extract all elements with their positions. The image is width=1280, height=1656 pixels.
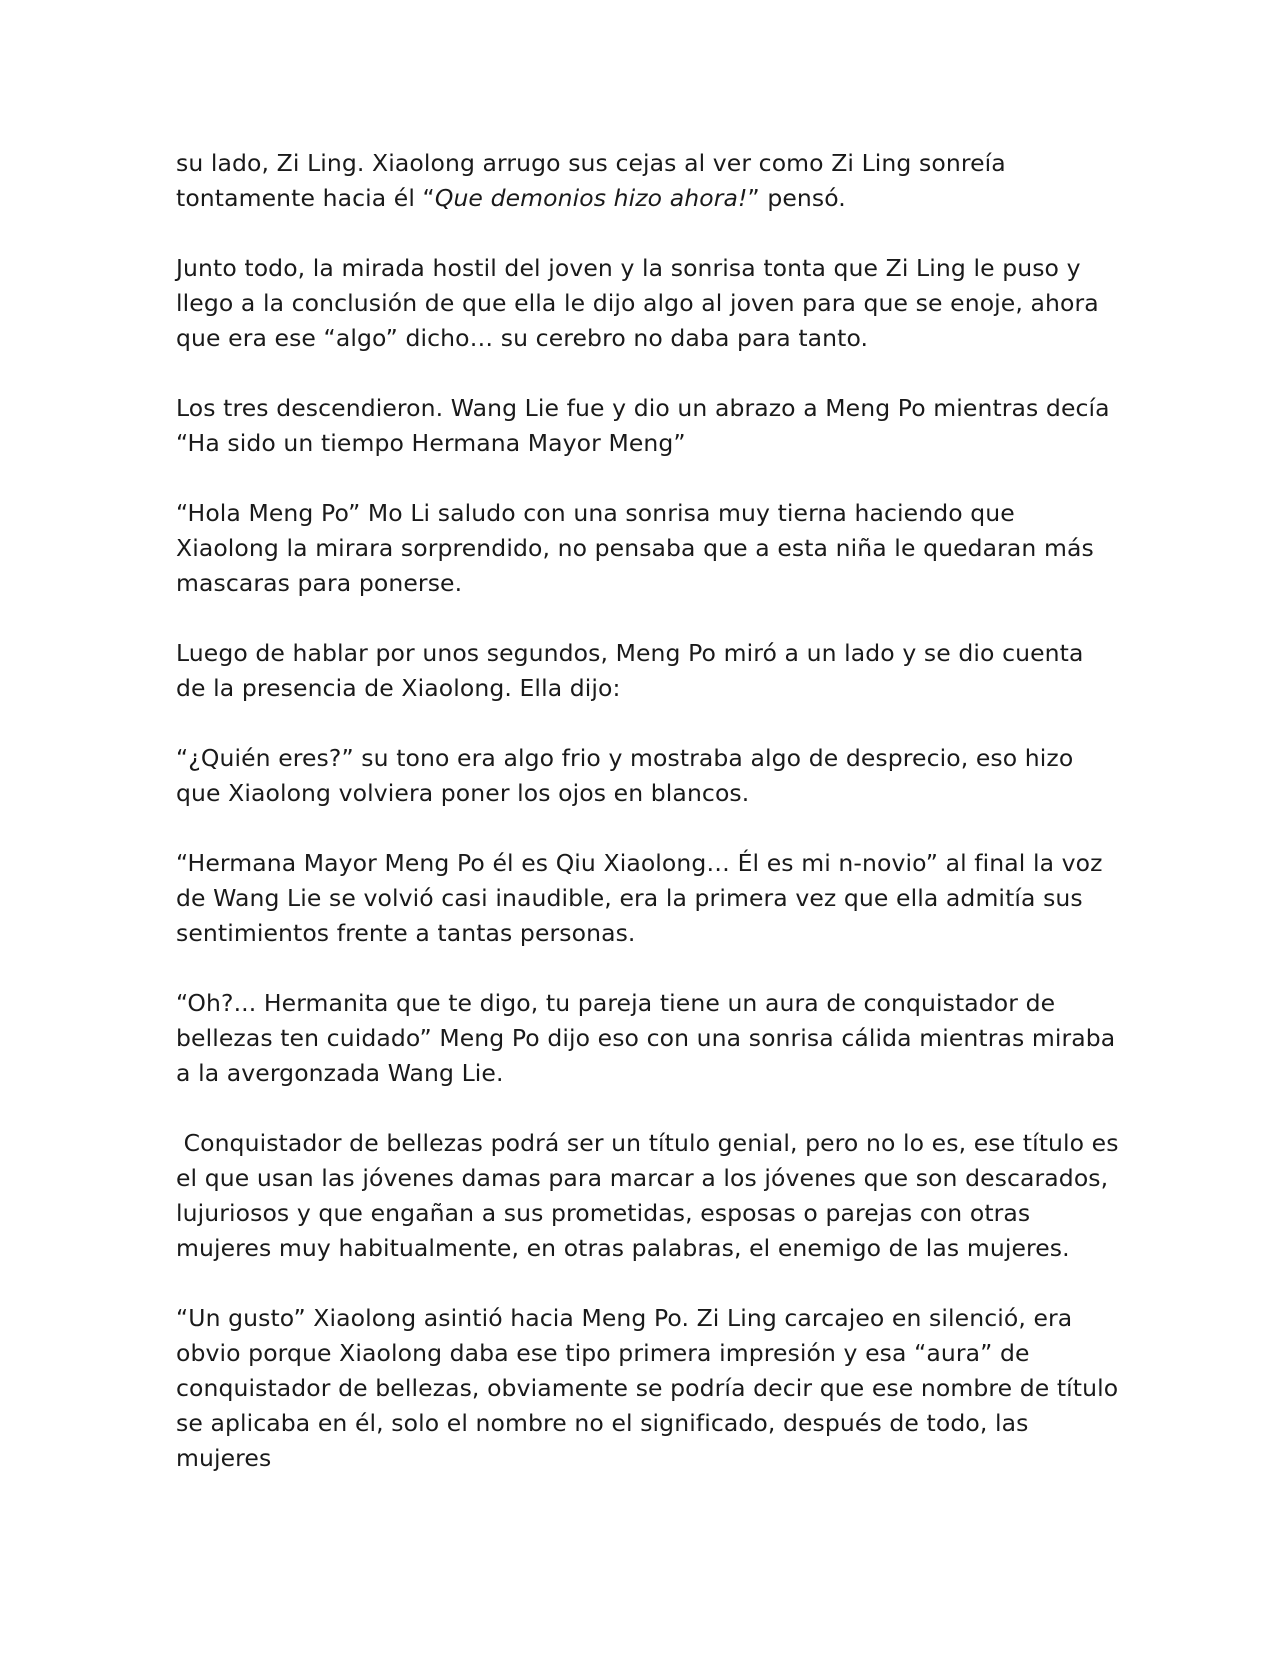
paragraph-5: Luego de hablar por unos segundos, Meng Po miró a un lado y se dio cuenta de la presencia de Xiaolong. Ella dijo: [176,639,1092,702]
page-body-text [176,146,1127,1476]
paragraph-10: “Un gusto” Xiaolong asintió hacia Meng Po. Zi Ling carcajeo en silenció, era obvio porque Xiaolong daba ese tipo primera impresión y esa “aura” de conquistador de bellezas, obviamente se podría decir que ese nombre de título se aplicaba en él, solo el nombre no el significado, después de todo, las mujeres [176,1304,1126,1472]
paragraph-9: Conquistador de bellezas podrá ser un título genial, pero no lo es, ese título es el que usan las jóvenes damas para marcar a los jóvenes que son descarados, lujuriosos y que engañan a sus prometidas, esposas o parejas con otras mujeres muy habitualmente, en otras palabras, el enemigo de las mujeres. [176,1129,1127,1262]
paragraph-6: “¿Quién eres?” su tono era algo frio y mostraba algo de desprecio, eso hizo que Xiaolong volviera poner los ojos en blancos. [176,744,1081,807]
paragraph-1-italic-thought: Que demonios hizo ahora! [434,184,748,212]
paragraph-1 [176,146,1120,216]
paragraph-3: Los tres descendieron. Wang Lie fue y dio un abrazo a Meng Po mientras decía “Ha sido un tiempo Hermana Mayor Meng” [176,394,1118,457]
paragraph-1-text-end: ” pensó. [747,184,846,212]
paragraph-1-text-start: su lado, Zi Ling. Xiaolong arrugo sus cejas al ver como Zi Ling sonreía tontamente hacia él “ [176,149,1014,212]
paragraph-4: “Hola Meng Po” Mo Li saludo con una sonrisa muy tierna haciendo que Xiaolong la mirara sorprendido, no pensaba que a esta niña le quedaran más mascaras para ponerse. [176,499,1102,597]
paragraph-2: Junto todo, la mirada hostil del joven y la sonrisa tonta que Zi Ling le puso y llego a la conclusión de que ella le dijo algo al joven para que se enoje, ahora que era ese “algo” dicho… su cerebro no daba para tanto. [176,254,1107,352]
paragraph-8: “Oh?... Hermanita que te digo, tu pareja tiene un aura de conquistador de bellezas ten cuidado” Meng Po dijo eso con una sonrisa cálida mientras miraba a la avergonzada Wang Lie. [176,989,1123,1087]
paragraph-7: “Hermana Mayor Meng Po él es Qiu Xiaolong… Él es mi n-novio” al final la voz de Wang Lie se volvió casi inaudible, era la primera vez que ella admitía sus sentimientos frente a tantas personas. [176,849,1111,947]
